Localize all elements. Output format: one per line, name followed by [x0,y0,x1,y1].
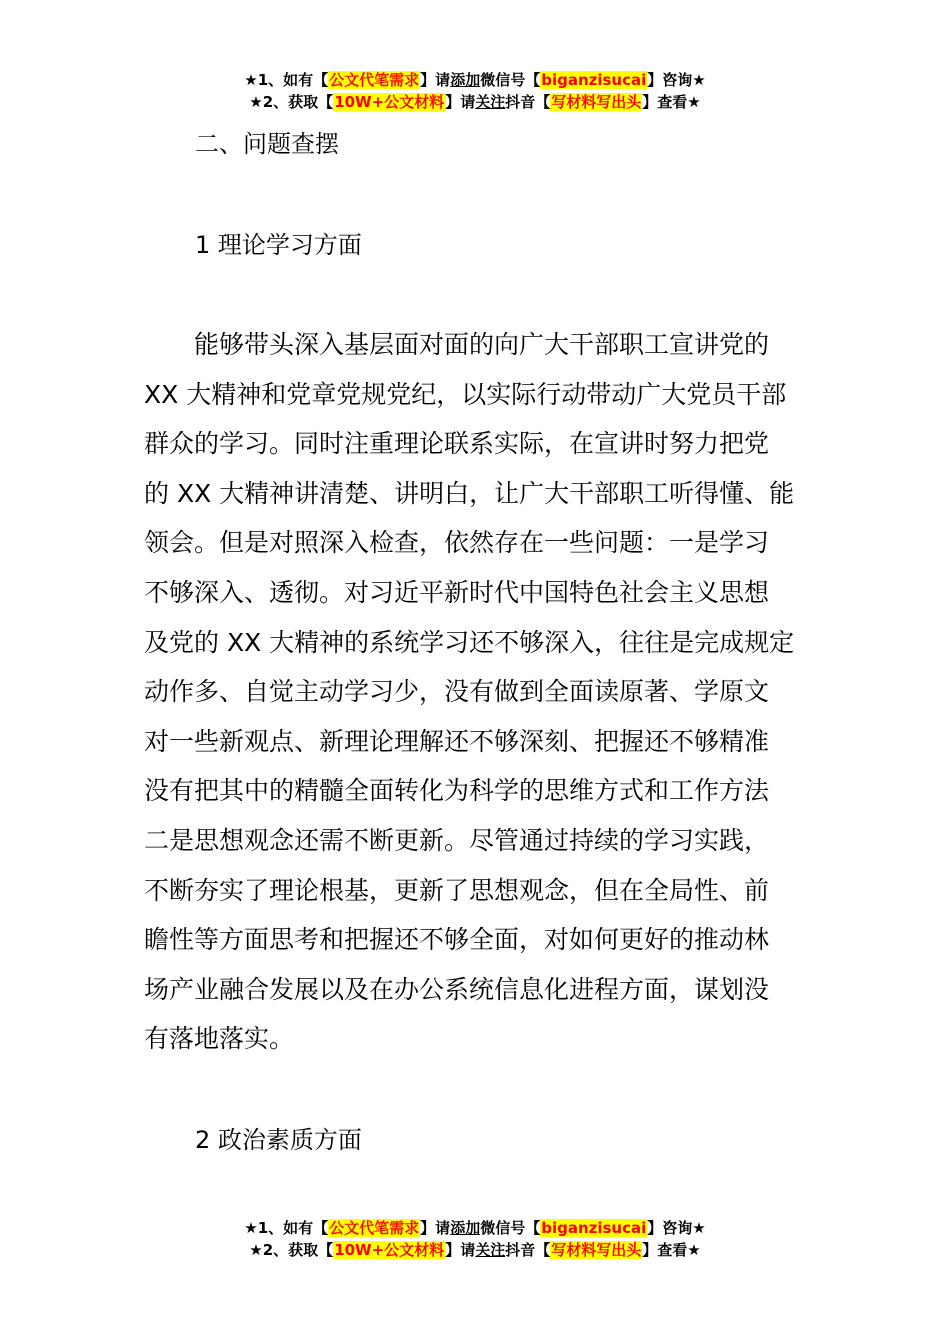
promo-text: ★2、获取【 [249,93,334,111]
promo-underlined-text: 添加 [450,71,481,89]
promo-highlight: 写材料写出头 [551,1241,642,1259]
section-heading: 二、问题查摆 [195,130,339,158]
promo-text: 】查看★ [642,93,701,111]
promo-text: 】咨询★ [647,71,706,89]
footer-promo-banner [0,1217,950,1261]
paragraph-line: 场产业融合发展以及在办公系统信息化进程方面，谋划没 [144,974,770,1004]
promo-highlight: biganzisucai [541,1219,647,1237]
promo-highlight: 公文代笔需求 [329,71,420,89]
paragraph-line: 动作多、自觉主动学习少，没有做到全面读原著、学原文 [144,677,770,707]
promo-underlined-text: 关注 [475,1241,506,1259]
promo-text: 】咨询★ [647,1219,706,1237]
promo-highlight: 写材料写出头 [551,93,642,111]
promo-line-2 [0,91,950,113]
promo-text: 】请 [445,93,476,111]
promo-text: 】请 [420,1219,451,1237]
paragraph-line: 领会。但是对照深入检查，依然存在一些问题：一是学习 [144,528,770,558]
promo-text: 微信号【 [480,1219,541,1237]
promo-text: 微信号【 [480,71,541,89]
paragraph-line: 没有把其中的精髓全面转化为科学的思维方式和工作方法 [144,776,770,806]
paragraph-line: 瞻性等方面思考和把握还不够全面，对如何更好的推动林 [144,925,770,955]
promo-highlight: 10W+公文材料 [334,93,445,111]
promo-line-1 [0,69,950,91]
promo-highlight: biganzisucai [541,71,647,89]
promo-text: ★1、如有【 [244,1219,329,1237]
paragraph-line: 有落地落实。 [144,1024,295,1054]
paragraph-line: 二是思想观念还需不断更新。尽管通过持续的学习实践， [144,825,770,855]
promo-line-2 [0,1239,950,1261]
paragraph-line: 对一些新观点、新理论理解还不够深刻、把握还不够精准 [144,726,770,756]
promo-highlight: 公文代笔需求 [329,1219,420,1237]
body-paragraph [144,326,814,1070]
promo-underlined-text: 添加 [450,1219,481,1237]
paragraph-line: XX 大精神和党章党规党纪，以实际行动带动广大党员干部 [144,379,787,409]
promo-text: 】请 [445,1241,476,1259]
paragraph-line: 的 XX 大精神讲清楚、讲明白，让广大干部职工听得懂、能 [144,478,795,508]
paragraph-line: 不够深入、透彻。对习近平新时代中国特色社会主义思想 [144,577,770,607]
promo-text: 抖音【 [505,93,551,111]
paragraph-line: 不断夯实了理论根基，更新了思想观念，但在全局性、前 [144,875,770,905]
paragraph-line: 及党的 XX 大精神的系统学习还不够深入，往往是完成规定 [144,627,795,657]
promo-text: ★1、如有【 [244,71,329,89]
promo-line-1 [0,1217,950,1239]
promo-text: 】请 [420,71,451,89]
subheading-theory-study: 1 理论学习方面 [195,231,362,259]
promo-text: ★2、获取【 [249,1241,334,1259]
promo-text: 】查看★ [642,1241,701,1259]
subheading-political-quality: 2 政治素质方面 [195,1126,362,1154]
paragraph-line: 群众的学习。同时注重理论联系实际，在宣讲时努力把党 [144,429,770,459]
paragraph-line: 能够带头深入基层面对面的向广大干部职工宣讲党的 [194,330,770,359]
promo-underlined-text: 关注 [475,93,506,111]
header-promo-banner [0,69,950,113]
promo-highlight: 10W+公文材料 [334,1241,445,1259]
promo-text: 抖音【 [505,1241,551,1259]
